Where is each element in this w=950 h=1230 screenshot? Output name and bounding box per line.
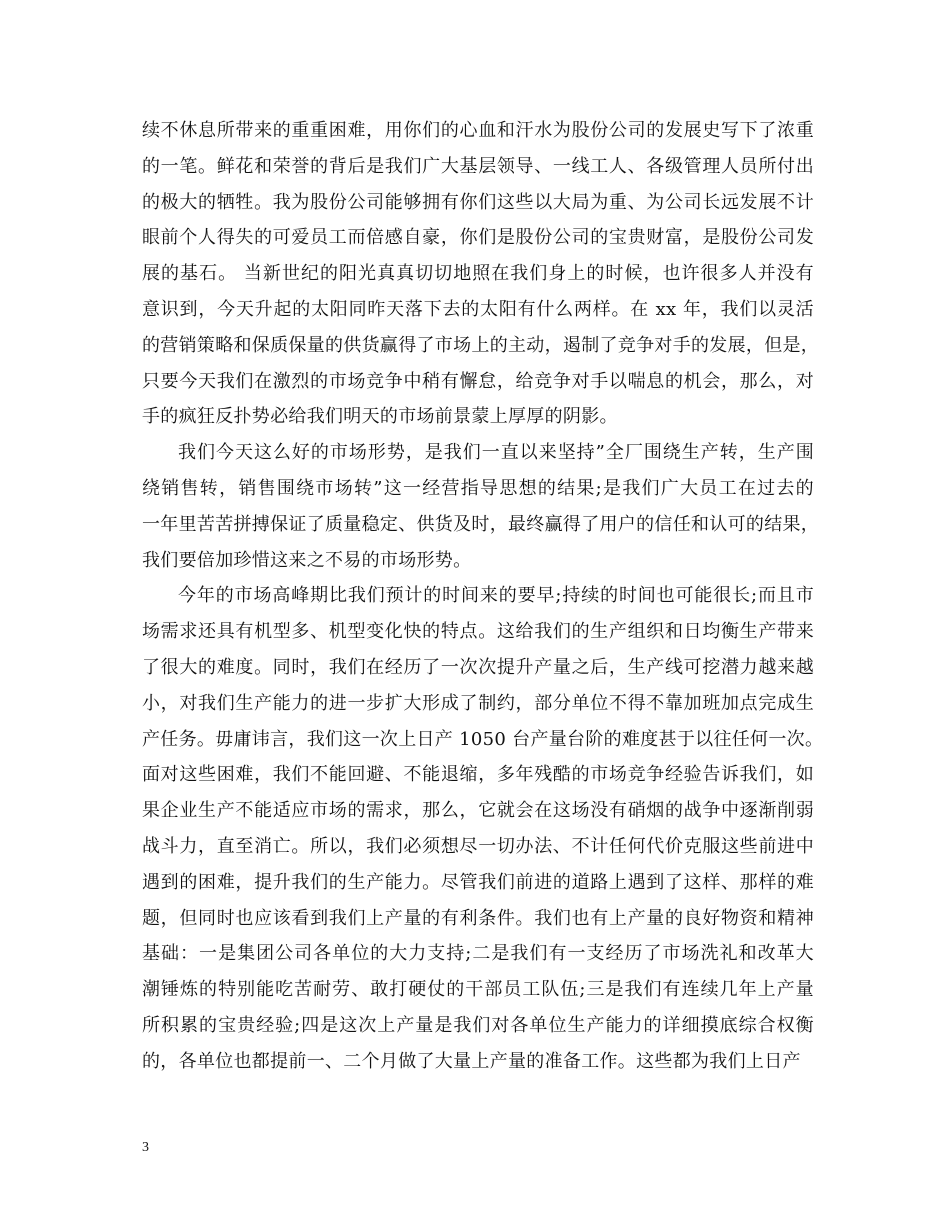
text-line: 手的疯狂反扑势必给我们明天的市场前景蒙上厚厚的阴影。: [142, 406, 618, 428]
document-body: [142, 113, 824, 1080]
text-line: 展的基石。 当新世纪的阳光真真切切地照在我们身上的时候，也许很多人并没有: [142, 263, 814, 285]
text-line: 今年的市场高峰期比我们预计的时间来的要早;持续的时间也可能很长;而且市: [178, 585, 814, 607]
text-line: 绕销售转，销售围绕市场转”这一经营指导思想的结果;是我们广大员工在过去的: [142, 477, 814, 499]
text-line: 的极大的牺牲。我为股份公司能够拥有你们这些以大局为重、为公司长远发展不计: [142, 191, 814, 213]
paragraph-3: [142, 578, 824, 1079]
text-line: 遇到的困难，提升我们的生产能力。尽管我们前进的道路上遇到了这样、那样的难: [142, 871, 814, 893]
text-line: 的营销策略和保质保量的供货赢得了市场上的主动，遏制了竞争对手的发展，但是，: [142, 334, 820, 356]
text-line: 题，但同时也应该看到我们上产量的有利条件。我们也有上产量的良好物资和精神: [142, 907, 814, 929]
paragraph-2: [142, 435, 820, 578]
text-line: 场需求还具有机型多、机型变化快的特点。这给我们的生产组织和日均衡生产带来: [142, 621, 814, 643]
text-line: 果企业生产不能适应市场的需求，那么，它就会在这场没有硝烟的战争中逐渐削弱: [142, 800, 814, 822]
text-line: 我们要倍加珍惜这来之不易的市场形势。: [142, 549, 472, 571]
text-line: 战斗力，直至消亡。所以，我们必须想尽一切办法、不计任何代价克服这些前进中: [142, 835, 814, 857]
text-line: 了很大的难度。同时，我们在经历了一次次提升产量之后，生产线可挖潜力越来越: [142, 656, 814, 678]
paragraph-1: [142, 113, 820, 435]
text-line: 潮锤炼的特别能吃苦耐劳、敢打硬仗的干部员工队伍;三是我们有连续几年上产量: [142, 979, 814, 1001]
text-line: 只要今天我们在激烈的市场竞争中稍有懈怠，给竞争对手以喘息的机会，那么，对: [142, 370, 814, 392]
text-line: 小，对我们生产能力的进一步扩大形成了制约，部分单位不得不靠加班加点完成生: [142, 692, 814, 714]
text-line: 的一笔。鲜花和荣誉的背后是我们广大基层领导、一线工人、各级管理人员所付出: [142, 155, 814, 177]
text-line: 所积累的宝贵经验;四是这次上产量是我们对各单位生产能力的详细摸底综合权衡: [142, 1014, 814, 1036]
text-line: 基础：一是集团公司各单位的大力支持;二是我们有一支经历了市场洗礼和改革大: [142, 943, 814, 965]
text-line: 续不休息所带来的重重困难，用你们的心血和汗水为股份公司的发展史写下了浓重: [142, 120, 814, 141]
text-line: 我们今天这么好的市场形势，是我们一直以来坚持”全厂围绕生产转，生产围: [178, 442, 814, 464]
text-line: 的，各单位也都提前一、二个月做了大量上产量的准备工作。这些都为我们上日产: [142, 1050, 801, 1072]
text-line: 意识到，今天升起的太阳同昨天落下去的太阳有什么两样。在 xx 年，我们以灵活: [142, 298, 814, 320]
text-line: 一年里苦苦拼搏保证了质量稳定、供货及时，最终赢得了用户的信任和认可的结果，: [142, 513, 820, 535]
text-line: 产任务。毋庸讳言，我们这一次上日产 1050 台产量台阶的难度甚于以往任何一次。: [142, 728, 824, 750]
text-line: 面对这些困难，我们不能回避、不能退缩，多年残酷的市场竞争经验告诉我们，如: [142, 764, 814, 786]
page-number: 3: [142, 1140, 149, 1155]
text-line: 眼前个人得失的可爱员工而倍感自豪，你们是股份公司的宝贵财富，是股份公司发: [142, 227, 814, 249]
